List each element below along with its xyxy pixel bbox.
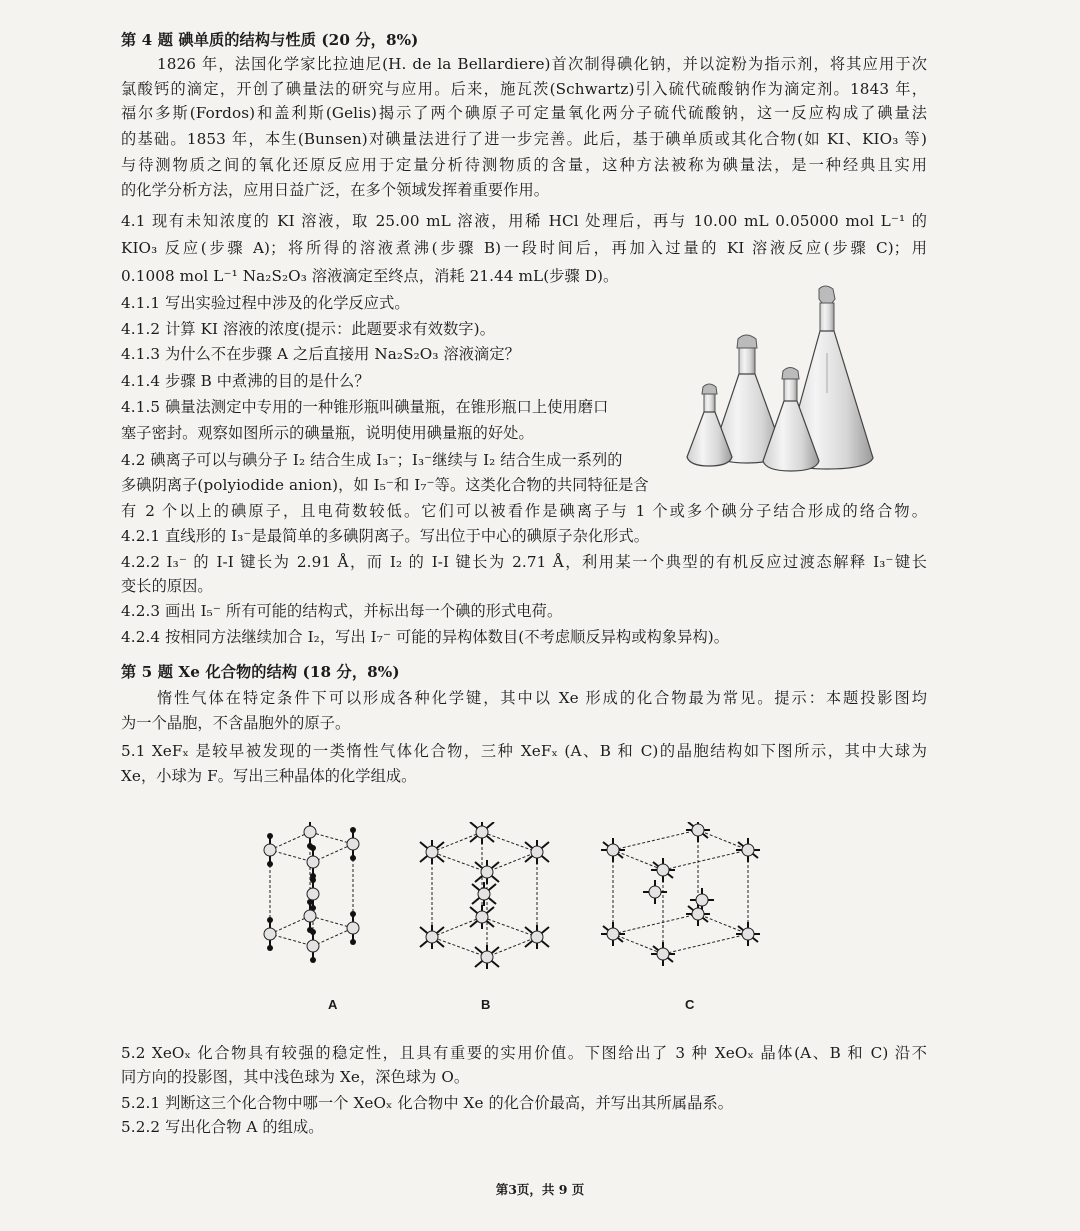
crystal-label-a: A	[328, 997, 338, 1012]
iodine-flasks-image	[683, 283, 888, 475]
crystal-label-c: C	[685, 997, 695, 1012]
crystal-structure-b	[412, 822, 552, 982]
q52-line: 同方向的投影图，其中浅色球为 Xe，深色球为 O。	[121, 1068, 470, 1086]
q423: 4.2.3 画出 I₅⁻ 所有可能的结构式，并标出每一个碘的形式电荷。	[121, 602, 563, 620]
q4-intro-line: 的化学分析方法，应用日益广泛，在多个领域发挥着重要作用。	[121, 181, 550, 199]
q41-line: 4.1 现有未知浓度的 KI 溶液，取 25.00 mL 溶液，用稀 HCl 处理后，再与 10.00 mL 0.05000 mol L⁻¹ 的	[121, 212, 927, 230]
q521: 5.2.1 判断这三个化合物中哪一个 XeOₓ 化合物中 Xe 的化合价最高，并写出其所属晶系。	[121, 1094, 734, 1112]
q4-intro-line: 与待测物质之间的氧化还原反应用于定量分析待测物质的含量，这种方法被称为碘量法，是一种经典且实用	[121, 156, 927, 174]
q4-intro-line: 1826 年，法国化学家比拉迪尼(H. de la Bellardiere)首次制得碘化钠，并以淀粉为指示剂，将其应用于次	[157, 55, 927, 73]
q42-line: 4.2 碘离子可以与碘分子 I₂ 结合生成 I₃⁻；I₃⁻继续与 I₂ 结合生成一系列的	[121, 451, 623, 469]
q51-line: 5.1 XeFₓ 是较早被发现的一类惰性气体化合物，三种 XeFₓ (A、B 和 C)的晶胞结构如下图所示，其中大球为	[121, 742, 927, 760]
q41-line: 0.1008 mol L⁻¹ Na₂S₂O₃ 溶液滴定至终点，消耗 21.44 mL(步骤 D)。	[121, 267, 619, 285]
page-footer: 第3页，共 9 页	[495, 1182, 585, 1197]
q422-line: 4.2.2 I₃⁻ 的 I-I 键长为 2.91 Å，而 I₂ 的 I-I 键长为 2.71 Å，利用某一个典型的有机反应过渡态解释 I₃⁻键长	[121, 553, 927, 571]
q51-line: Xe，小球为 F。写出三种晶体的化学组成。	[121, 767, 417, 785]
q5-intro-line: 惰性气体在特定条件下可以形成各种化学键，其中以 Xe 形成的化合物最为常见。提示：本题投影图均	[157, 689, 927, 707]
q421: 4.2.1 直线形的 I₃⁻是最简单的多碘阴离子。写出位于中心的碘原子杂化形式。	[121, 527, 650, 545]
q52-line: 5.2 XeOₓ 化合物具有较强的稳定性，且具有重要的实用价值。下图给出了 3 种 XeOₓ 晶体(A、B 和 C) 沿不	[121, 1044, 927, 1062]
q41-line: KIO₃ 反应(步骤 A)；将所得的溶液煮沸(步骤 B)一段时间后，再加入过量的 KI 溶液反应(步骤 C)；用	[121, 239, 927, 257]
crystal-label-b: B	[481, 997, 491, 1012]
q5-intro-line: 为一个晶胞，不含晶胞外的原子。	[121, 714, 351, 732]
q412: 4.1.2 计算 KI 溶液的浓度(提示：此题要求有效数字)。	[121, 320, 495, 338]
q4-intro-line: 氯酸钙的滴定，开创了碘量法的研究与应用。后来，施瓦茨(Schwartz)引入硫代硫酸钠作为滴定剂。1843 年，	[121, 80, 927, 98]
q422-line: 变长的原因。	[121, 577, 213, 595]
q4-intro-line: 的基础。1853 年，本生(Bunsen)对碘量法进行了进一步完善。此后，基于碘单质或其化合物(如 KI、KIO₃ 等)	[121, 130, 927, 148]
q424: 4.2.4 按相同方法继续加合 I₂，写出 I₇⁻ 可能的异构体数目(不考虑顺反异构或构象异构)。	[121, 628, 730, 646]
q42-line: 有 2 个以上的碘原子，且电荷数较低。它们可以被看作是碘离子与 1 个或多个碘分子结合形成的络合物。	[121, 502, 927, 520]
crystal-structure-a	[255, 822, 365, 982]
q415-line: 4.1.5 碘量法测定中专用的一种锥形瓶叫碘量瓶，在锥形瓶口上使用磨口	[121, 398, 609, 416]
q522: 5.2.2 写出化合物 A 的组成。	[121, 1118, 324, 1136]
q42-line: 多碘阴离子(polyiodide anion)，如 I₅⁻和 I₇⁻等。这类化合物的共同特征是含	[121, 476, 649, 494]
q411: 4.1.1 写出实验过程中涉及的化学反应式。	[121, 294, 410, 312]
q415-line: 塞子密封。观察如图所示的碘量瓶，说明使用碘量瓶的好处。	[121, 424, 534, 442]
q4-intro-line: 福尔多斯(Fordos)和盖利斯(Gelis)揭示了两个碘原子可定量氧化两分子硫代硫酸钠，这一反应构成了碘量法	[121, 104, 927, 122]
q413: 4.1.3 为什么不在步骤 A 之后直接用 Na₂S₂O₃ 溶液滴定？	[121, 345, 520, 363]
q4-title: 第 4 题 碘单质的结构与性质 (20 分，8%)	[121, 31, 419, 49]
q5-title: 第 5 题 Xe 化合物的结构 (18 分，8%)	[121, 663, 400, 681]
iodine-flask-photo	[683, 283, 888, 475]
q414: 4.1.4 步骤 B 中煮沸的目的是什么？	[121, 372, 370, 390]
crystal-structure-c	[588, 822, 763, 982]
